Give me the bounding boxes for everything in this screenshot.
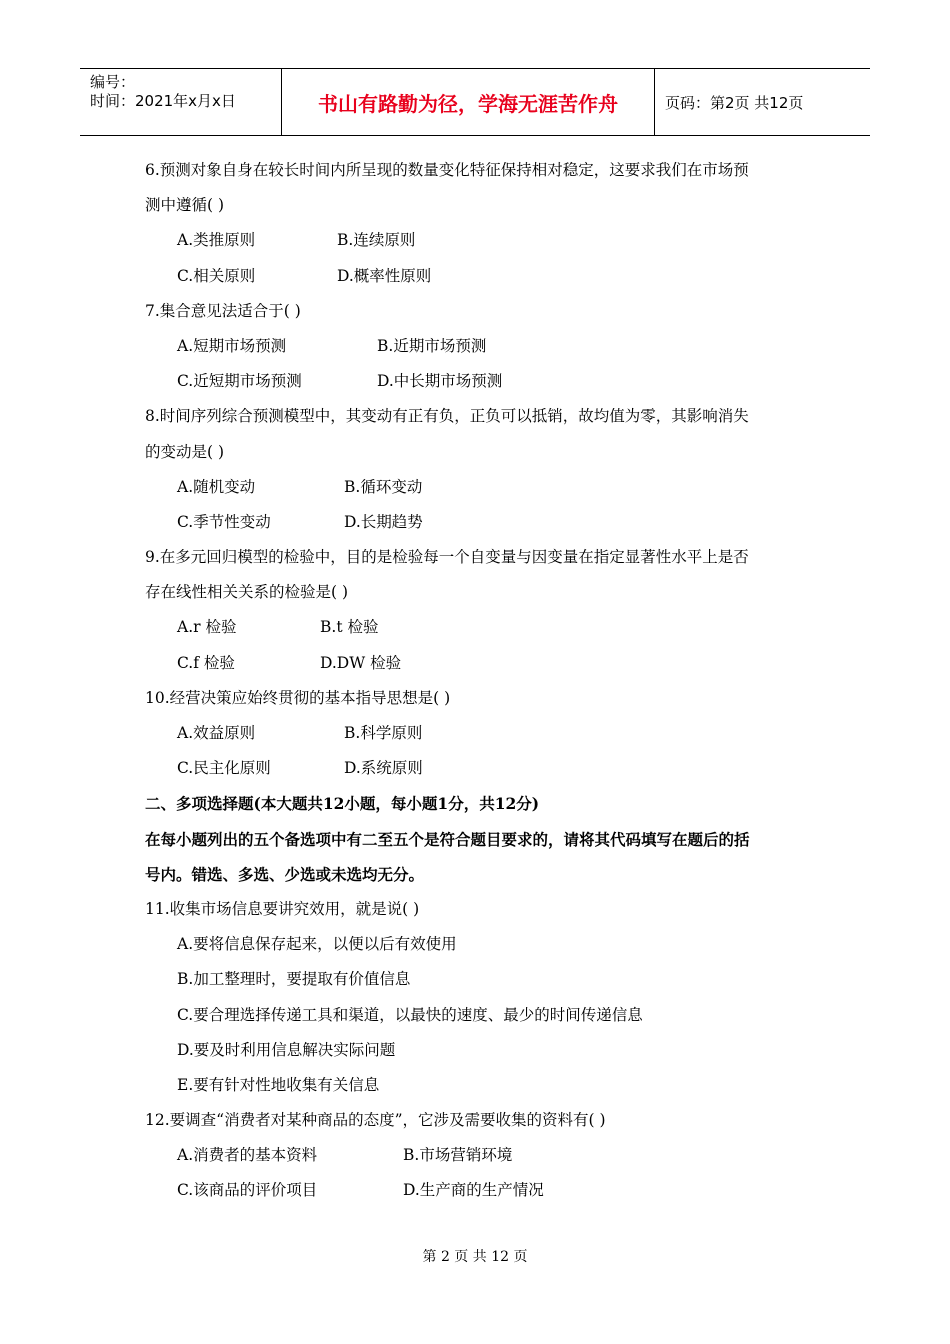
time-label: 时间：2021年x月x日	[90, 92, 236, 110]
option: C.季节性变动	[177, 512, 271, 531]
question-stem: 9.在多元回归模型的检验中，目的是检验每一个自变量与因变量在指定显著性水平上是否	[145, 548, 749, 567]
option-row	[145, 1138, 815, 1173]
option-row	[145, 1173, 815, 1208]
option: C.近短期市场预测	[177, 372, 302, 391]
question-stem: 的变动是( )	[145, 442, 225, 461]
option: A.消费者的基本资料	[177, 1146, 318, 1165]
code-label: 编号：	[90, 73, 136, 91]
section-title: 二、多项选择题(本大题共12小题，每小题1分，共12分)	[145, 794, 540, 814]
header-page-info: 页码：第2页 共12页	[665, 93, 804, 112]
option: D.中长期市场预测	[377, 372, 503, 391]
option: D.概率性原则	[337, 266, 432, 285]
page-footer: 第 2 页 共 12 页	[422, 1249, 528, 1265]
option: D.系统原则	[344, 759, 423, 778]
option-row	[145, 610, 815, 645]
option: A.要将信息保存起来，以便以后有效使用	[177, 935, 457, 954]
option: A.r 检验	[177, 618, 237, 637]
option: B.循环变动	[344, 477, 423, 496]
option: C.该商品的评价项目	[177, 1181, 318, 1200]
option: C.相关原则	[177, 266, 256, 285]
option: A.效益原则	[177, 724, 256, 742]
option-row	[145, 751, 815, 786]
option: B.连续原则	[337, 231, 416, 250]
option-row	[145, 364, 815, 399]
option: B.科学原则	[344, 724, 423, 742]
option: E.要有针对性地收集有关信息	[177, 1075, 380, 1094]
exam-content	[145, 153, 815, 1209]
question-stem: 10.经营决策应始终贯彻的基本指导思想是( )	[145, 688, 451, 707]
section-instruction: 在每小题列出的五个备选项中有二至五个是符合题目要求的，请将其代码填写在题后的括	[145, 829, 750, 849]
option-row	[145, 716, 815, 751]
option: D.要及时利用信息解决实际问题	[177, 1040, 396, 1059]
question-stem: 11.收集市场信息要讲究效用，就是说( )	[145, 899, 420, 918]
header-motto-cell	[282, 69, 655, 135]
option-row	[145, 470, 815, 505]
section-instruction: 号内。错选、多选、少选或未选均无分。	[145, 864, 425, 884]
option: D.生产商的生产情况	[403, 1181, 544, 1200]
option-row	[145, 223, 815, 258]
option: A.类推原则	[177, 231, 256, 250]
option: D.DW 检验	[320, 653, 402, 672]
option: B.t 检验	[320, 618, 379, 637]
question-stem: 存在线性相关关系的检验是( )	[145, 583, 349, 602]
option: B.市场营销环境	[403, 1146, 513, 1165]
question-stem: 8.时间序列综合预测模型中，其变动有正有负，正负可以抵销，故均值为零，其影响消失	[145, 407, 749, 426]
header-meta	[80, 69, 282, 135]
option-row	[145, 646, 815, 681]
option: C.要合理选择传递工具和渠道，以最快的速度、最少的时间传递信息	[177, 1005, 643, 1024]
option: C.f 检验	[177, 653, 235, 672]
option: A.短期市场预测	[177, 336, 287, 355]
header-motto: 书山有路勤为径，学海无涯苦作舟	[318, 91, 618, 116]
option-row	[145, 259, 815, 294]
option-row	[145, 505, 815, 540]
option: B.加工整理时，要提取有价值信息	[177, 970, 411, 989]
option: A.随机变动	[177, 477, 256, 496]
question-stem: 测中遵循( )	[145, 196, 225, 215]
page-header	[80, 68, 870, 136]
option: C.民主化原则	[177, 759, 271, 778]
question-stem: 6.预测对象自身在较长时间内所呈现的数量变化特征保持相对稳定，这要求我们在市场预	[145, 161, 749, 179]
option: B.近期市场预测	[377, 336, 487, 355]
option-row	[145, 329, 815, 364]
option: D.长期趋势	[344, 512, 423, 531]
question-stem: 12.要调查“消费者对某种商品的态度”，它涉及需要收集的资料有( )	[145, 1111, 606, 1130]
question-stem: 7.集合意见法适合于( )	[145, 301, 301, 320]
